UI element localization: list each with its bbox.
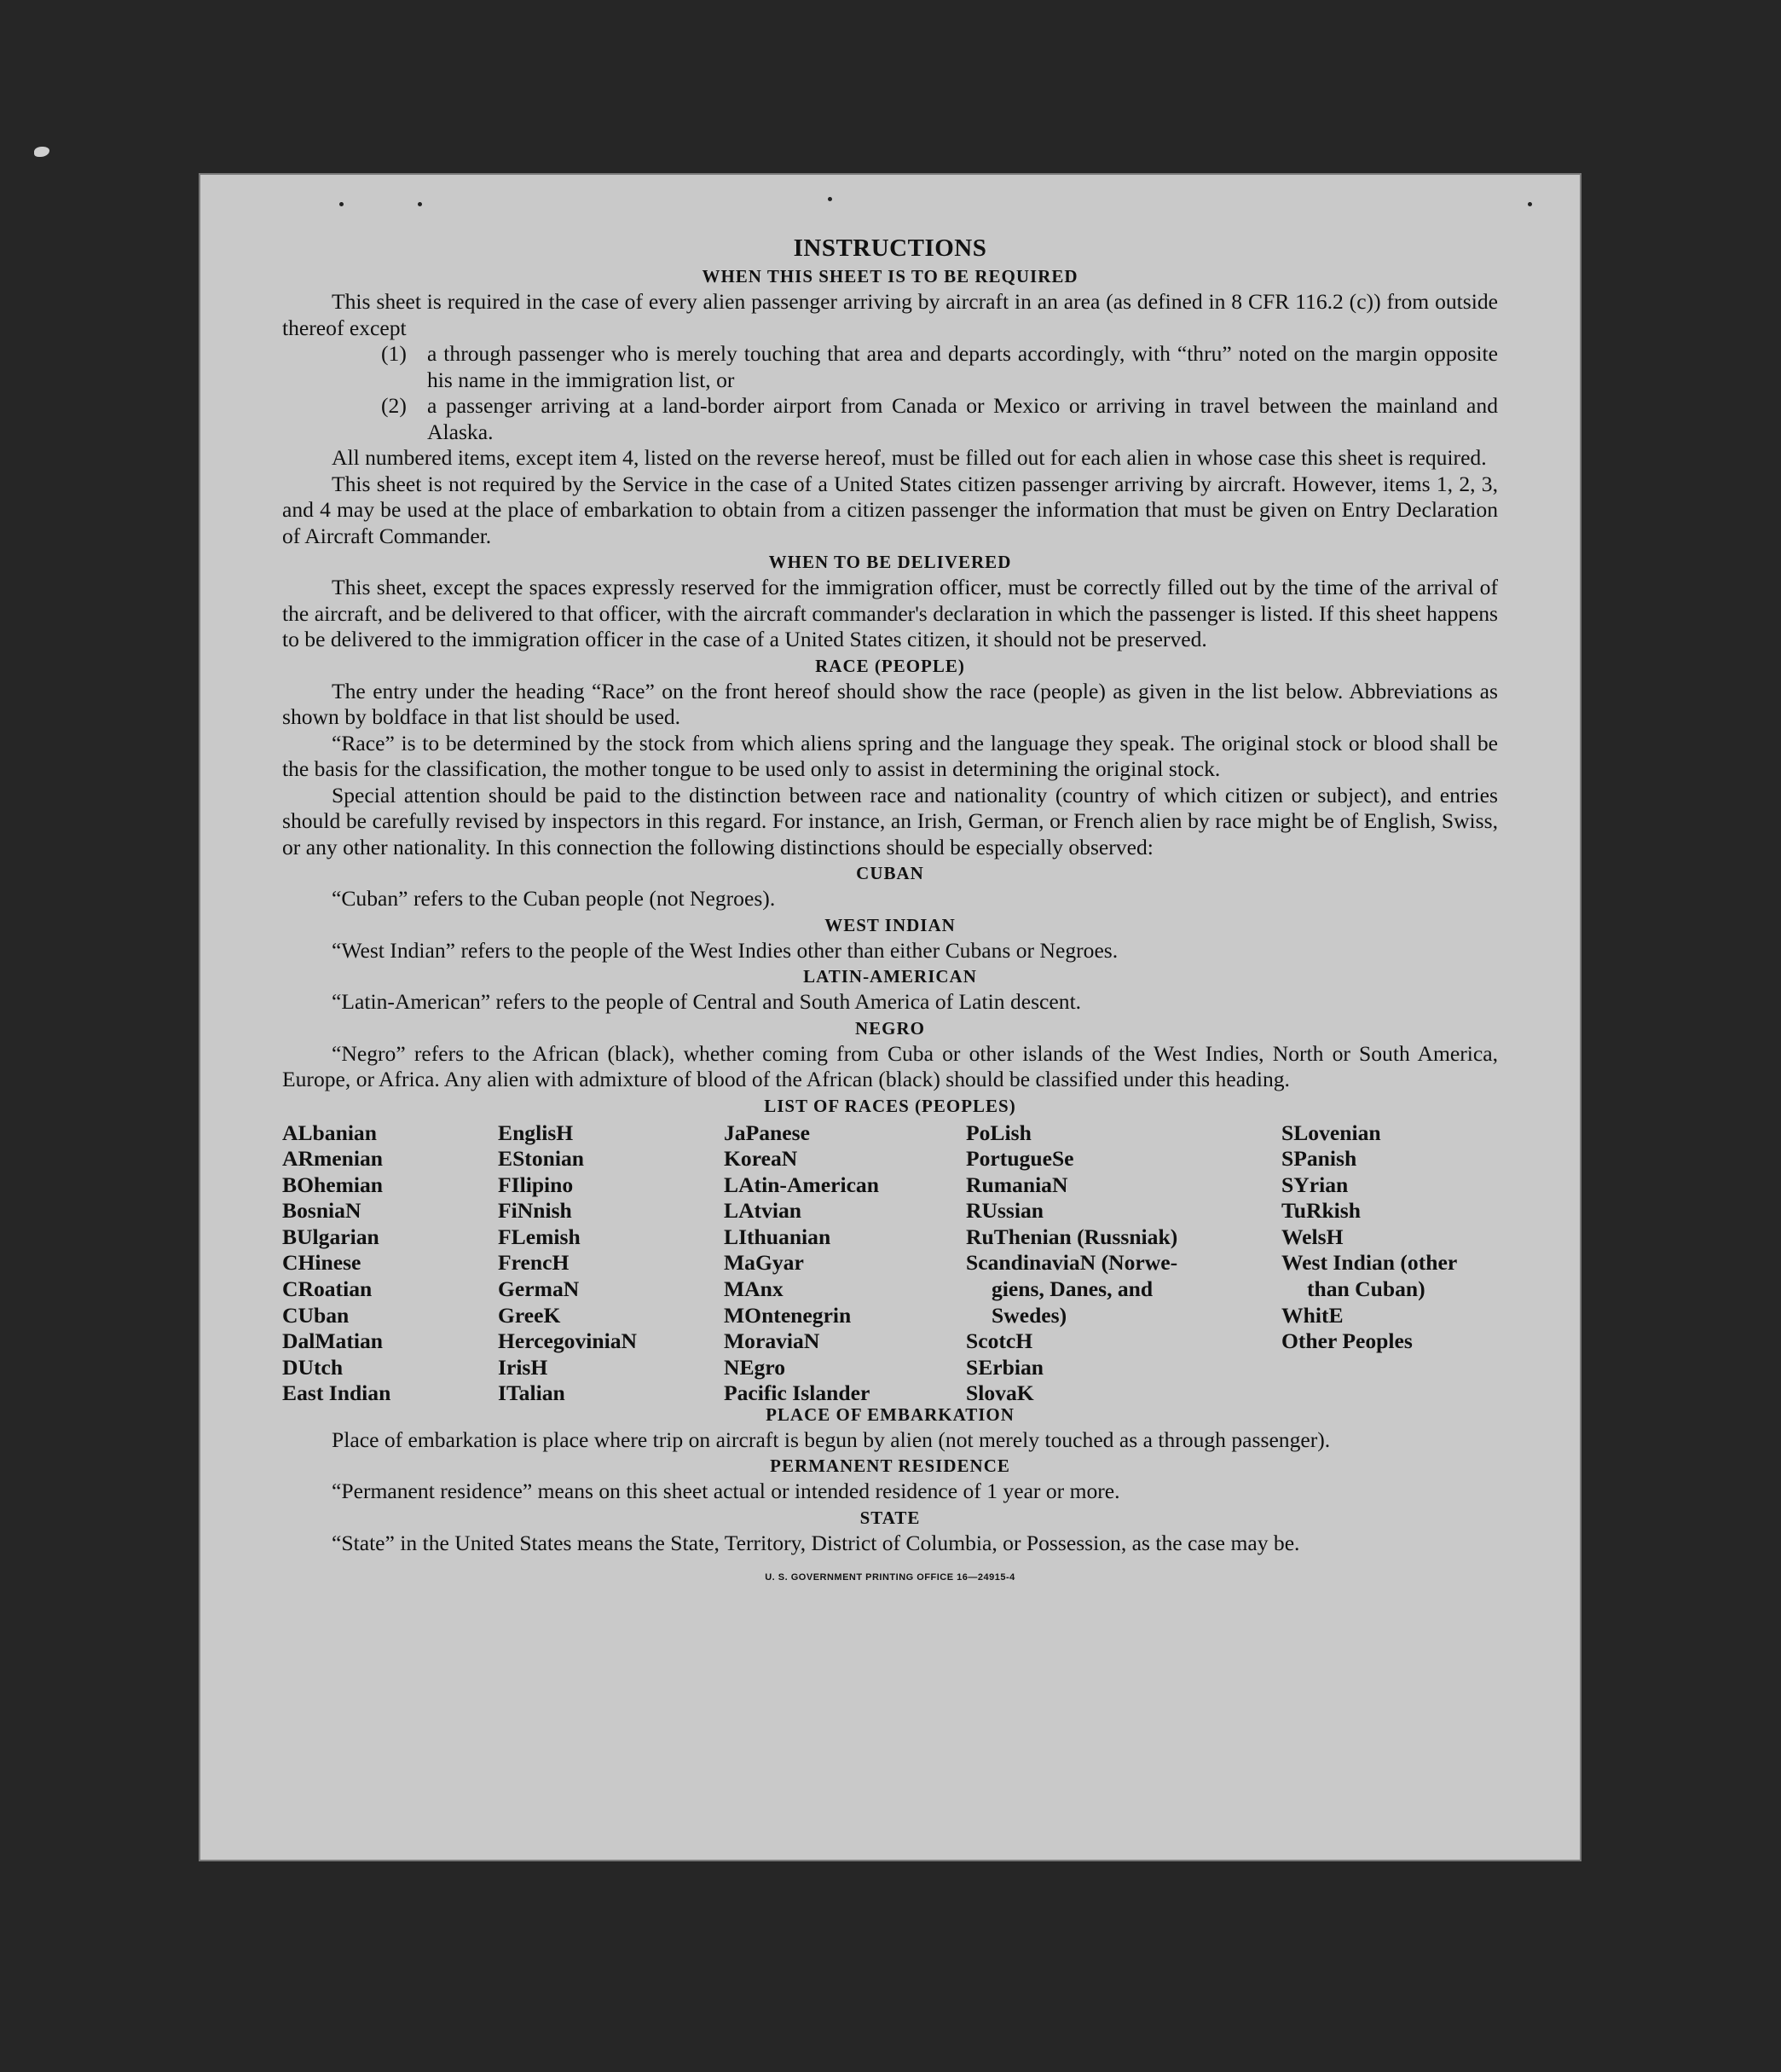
race-entry: ARmenian [282, 1146, 384, 1172]
section-heading: CUBAN [856, 863, 924, 883]
race-entry: ScotcH [966, 1328, 1033, 1354]
race-column [1281, 1120, 1457, 1355]
race-entry: HercegoviniaN [498, 1328, 638, 1354]
race-entry: LIthuanian [724, 1224, 831, 1249]
race-entry: SlovaK [966, 1380, 1034, 1406]
race-entry: FIlipino [498, 1172, 574, 1197]
race-entry: LAtin-American [724, 1172, 879, 1197]
section-heading: LATIN-AMERICAN [803, 966, 977, 987]
race-entry: RUssian [966, 1198, 1044, 1224]
race-entry: Pacific Islander [724, 1380, 870, 1406]
paragraph: This sheet is not required by the Service in the case of a United States citizen passenger arriving by aircraft. However, items 1, 2, 3, and 4 may be used at the place of embarkation to obtain from a citizen passenger the information that must be given on Entry Declaration of Aircraft Commander. [282, 471, 1498, 548]
race-list [282, 1120, 1498, 1406]
scan-dot [828, 197, 832, 201]
item-text: a through passenger who is merely touching that area and departs accordingly, with “thru” noted on the margin opposite his name in the immigration list, or [427, 341, 1498, 392]
race-column [282, 1120, 390, 1408]
section-heading: NEGRO [854, 1017, 925, 1039]
section-heading: STATE [859, 1507, 921, 1528]
race-entry: EStonian [498, 1146, 585, 1172]
list-item [282, 341, 1498, 393]
race-entry: SLovenian [1281, 1120, 1381, 1145]
race-entry: KoreaN [724, 1146, 798, 1172]
paragraph: “Race” is to be determined by the stock from which aliens spring and the language they speak. The original stock or blood shall be the basis for the classification, the mother tongue to be used only to assist in determining the original stock. [282, 730, 1498, 781]
paragraph: All numbered items, except item 4, listed on the reverse hereof, must be filled out for each alien in whose case this sheet is required. [332, 445, 1487, 470]
race-entry: MAnx [724, 1276, 784, 1302]
race-entry: ALbanian [282, 1120, 377, 1145]
scan-edge-mark [34, 147, 49, 157]
sheet-content [282, 233, 1498, 1591]
race-column [498, 1120, 637, 1408]
race-entry: SErbian [966, 1354, 1044, 1380]
paragraph: “Cuban” refers to the Cuban people (not Negroes). [332, 886, 776, 911]
race-entry: WelsH [1281, 1224, 1344, 1249]
race-entry: than Cuban) [1307, 1276, 1425, 1302]
race-entry: MOntenegrin [724, 1302, 852, 1328]
paragraph: “Latin-American” refers to the people of Central and South America of Latin descent. [332, 989, 1082, 1014]
race-entry: Swedes) [992, 1302, 1067, 1328]
printer-imprint: U. S. GOVERNMENT PRINTING OFFICE 16—24915-4 [765, 1572, 1015, 1583]
paragraph: This sheet, except the spaces expressly reserved for the immigration officer, must be correctly filled out by the time of the arrival of the aircraft, and be delivered to that officer, with the aircraft commander's declaration in which the passenger is listed. If this sheet happens to be delivered to the immigration officer in the case of a United States citizen, it should not be preserved. [282, 575, 1498, 651]
race-entry: EnglisH [498, 1120, 574, 1145]
section-heading: PERMANENT RESIDENCE [770, 1456, 1010, 1476]
race-entry: WhitE [1281, 1302, 1344, 1328]
instruction-sheet [199, 173, 1582, 1861]
paragraph: “West Indian” refers to the people of the West Indies other than either Cubans or Negroes. [332, 937, 1119, 963]
race-entry: RuThenian (Russniak) [966, 1224, 1178, 1249]
race-entry: DUtch [282, 1354, 344, 1380]
race-entry: FrencH [498, 1250, 570, 1276]
race-entry: CRoatian [282, 1276, 373, 1302]
section-heading: WHEN TO BE DELIVERED [768, 552, 1012, 572]
paragraph: Special attention should be paid to the distinction between race and nationality (country of which citizen or subject), and entries should be carefully revised by inspectors in this regard. For instance, an Irish, German, or French alien by race might be of English, Swiss, or any other nationality. In this connection the following distinctions should be especially observed: [282, 782, 1498, 859]
item-number: (2) [381, 393, 407, 418]
race-entry: SPanish [1281, 1146, 1357, 1172]
race-entry: FLemish [498, 1224, 581, 1249]
race-entry: Other Peoples [1281, 1328, 1413, 1354]
page-title: INSTRUCTIONS [793, 234, 987, 262]
item-text: a passenger arriving at a land-border airport from Canada or Mexico or arriving in travel between the mainland and Alaska. [427, 393, 1498, 444]
race-entry: DalMatian [282, 1328, 384, 1354]
race-entry: West Indian (other [1281, 1250, 1458, 1276]
race-entry: SYrian [1281, 1172, 1349, 1197]
race-entry: BOhemian [282, 1172, 384, 1197]
race-column [724, 1120, 879, 1408]
section-heading: WEST INDIAN [824, 914, 956, 935]
paragraph: “Negro” refers to the African (black), whether coming from Cuba or other islands of the West Indies, North or South America, Europe, or Africa. Any alien with admixture of blood of the African (black) should be classified under this heading. [282, 1040, 1498, 1091]
section-heading: WHEN THIS SHEET IS TO BE REQUIRED [702, 266, 1078, 286]
section-heading: PLACE OF EMBARKATION [766, 1404, 1015, 1425]
section-heading: LIST OF RACES (PEOPLES) [764, 1095, 1016, 1116]
race-entry: RumaniaN [966, 1172, 1068, 1197]
race-entry: giens, Danes, and [992, 1276, 1154, 1302]
race-entry: MoraviaN [724, 1328, 820, 1354]
race-entry: LAtvian [724, 1198, 802, 1224]
race-entry: GermaN [498, 1276, 580, 1302]
race-entry: NEgro [724, 1354, 786, 1380]
scan-dot [418, 202, 422, 206]
race-entry: JaPanese [724, 1120, 810, 1145]
scan-dot [1528, 202, 1532, 206]
paragraph: “State” in the United States means the State, Territory, District of Columbia, or Possession, as the case may be. [332, 1530, 1300, 1555]
paragraph: The entry under the heading “Race” on the front hereof should show the race (people) as given in the list below. Abbreviations as shown by boldface in that list should be used. [282, 678, 1498, 729]
race-entry: IrisH [498, 1354, 548, 1380]
race-entry: TuRkish [1281, 1198, 1361, 1224]
race-entry: BUlgarian [282, 1224, 379, 1249]
paragraph: This sheet is required in the case of every alien passenger arriving by aircraft in an area (as defined in 8 CFR 116.2 (c)) from outside thereof except [282, 289, 1498, 340]
race-entry: FiNnish [498, 1198, 572, 1224]
race-entry: CHinese [282, 1250, 361, 1276]
race-entry: PoLish [966, 1120, 1032, 1145]
race-entry: ITalian [498, 1380, 565, 1406]
race-entry: East Indian [282, 1380, 391, 1406]
paragraph: Place of embarkation is place where trip on aircraft is begun by alien (not merely touched as a through passenger). [332, 1427, 1331, 1452]
paragraph: “Permanent residence” means on this sheet actual or intended residence of 1 year or more. [332, 1479, 1120, 1503]
race-entry: PortugueSe [966, 1146, 1074, 1172]
race-entry: GreeK [498, 1302, 561, 1328]
race-column [966, 1120, 1177, 1408]
item-number: (1) [381, 341, 407, 366]
race-entry: MaGyar [724, 1250, 804, 1276]
scan-dot [339, 202, 344, 206]
list-item [282, 393, 1498, 445]
race-entry: CUban [282, 1302, 350, 1328]
section-heading: RACE (PEOPLE) [815, 655, 965, 676]
race-entry: ScandinaviaN (Norwe- [966, 1250, 1178, 1276]
race-entry: BosniaN [282, 1198, 361, 1224]
